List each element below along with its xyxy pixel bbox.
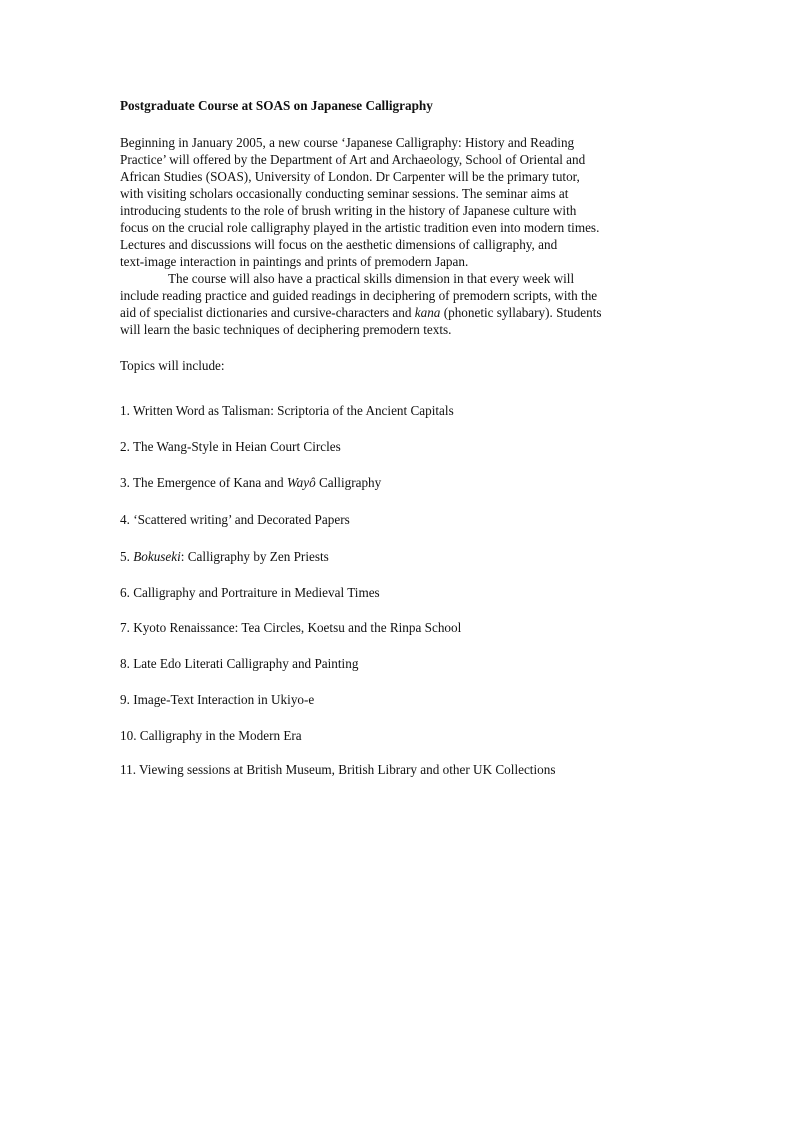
text-run: 5.: [120, 549, 134, 564]
paragraph-line: will learn the basic techniques of deciphering premodern texts.: [120, 322, 452, 337]
topic-item-10: 10. Calligraphy in the Modern Era: [120, 728, 302, 743]
intro-paragraph: [120, 134, 680, 270]
document-page: [120, 97, 680, 374]
document-title: Postgraduate Course at SOAS on Japanese Calligraphy: [120, 98, 433, 113]
topic-item-6: 6. Calligraphy and Portraiture in Medieval Times: [120, 585, 380, 600]
paragraph-line: African Studies (SOAS), University of London. Dr Carpenter will be the primary tutor,: [120, 169, 580, 184]
topic-item-1: 1. Written Word as Talisman: Scriptoria of the Ancient Capitals: [120, 403, 454, 418]
paragraph-line: include reading practice and guided readings in deciphering of premodern scripts, with the: [120, 288, 598, 303]
italic-term-bokuseki: Bokuseki: [133, 549, 181, 564]
topic-item-5: [120, 548, 329, 565]
italic-term-kana: kana: [414, 305, 441, 320]
topic-item-3: [120, 474, 381, 491]
paragraph-line: [120, 304, 680, 321]
text-run: : Calligraphy by Zen Priests: [180, 549, 329, 564]
topic-item-4: 4. ‘Scattered writing’ and Decorated Papers: [120, 512, 350, 527]
paragraph-line: The course will also have a practical skills dimension in that every week will: [168, 271, 575, 286]
text-run: Calligraphy: [315, 475, 382, 490]
topic-item-9: 9. Image-Text Interaction in Ukiyo-e: [120, 692, 315, 707]
topic-item-11: 11. Viewing sessions at British Museum, British Library and other UK Collections: [120, 762, 556, 777]
text-run: aid of specialist dictionaries and cursive-characters and: [120, 305, 415, 320]
paragraph-line: Lectures and discussions will focus on the aesthetic dimensions of calligraphy, and: [120, 237, 558, 252]
topics-heading: Topics will include:: [120, 358, 225, 373]
topic-item-8: 8. Late Edo Literati Calligraphy and Painting: [120, 656, 359, 671]
paragraph-line: text-image interaction in paintings and prints of premodern Japan.: [120, 254, 469, 269]
paragraph-line: focus on the crucial role calligraphy played in the artistic tradition even into modern times.: [120, 220, 600, 235]
italic-term-wayo: Wayô: [286, 475, 316, 490]
paragraph-line: introducing students to the role of brush writing in the history of Japanese culture with: [120, 203, 577, 218]
paragraph-line: Practice’ will offered by the Department of Art and Archaeology, School of Oriental and: [120, 152, 586, 167]
topic-item-7: 7. Kyoto Renaissance: Tea Circles, Koetsu and the Rinpa School: [120, 620, 462, 635]
paragraph-line: with visiting scholars occasionally conducting seminar sessions. The seminar aims at: [120, 186, 569, 201]
topic-item-2: 2. The Wang-Style in Heian Court Circles: [120, 439, 341, 454]
skills-paragraph: [120, 270, 680, 338]
text-run: (phonetic syllabary). Students: [440, 305, 602, 320]
text-run: 3. The Emergence of Kana and: [120, 475, 287, 490]
paragraph-line: Beginning in January 2005, a new course ‘Japanese Calligraphy: History and Reading: [120, 135, 575, 150]
